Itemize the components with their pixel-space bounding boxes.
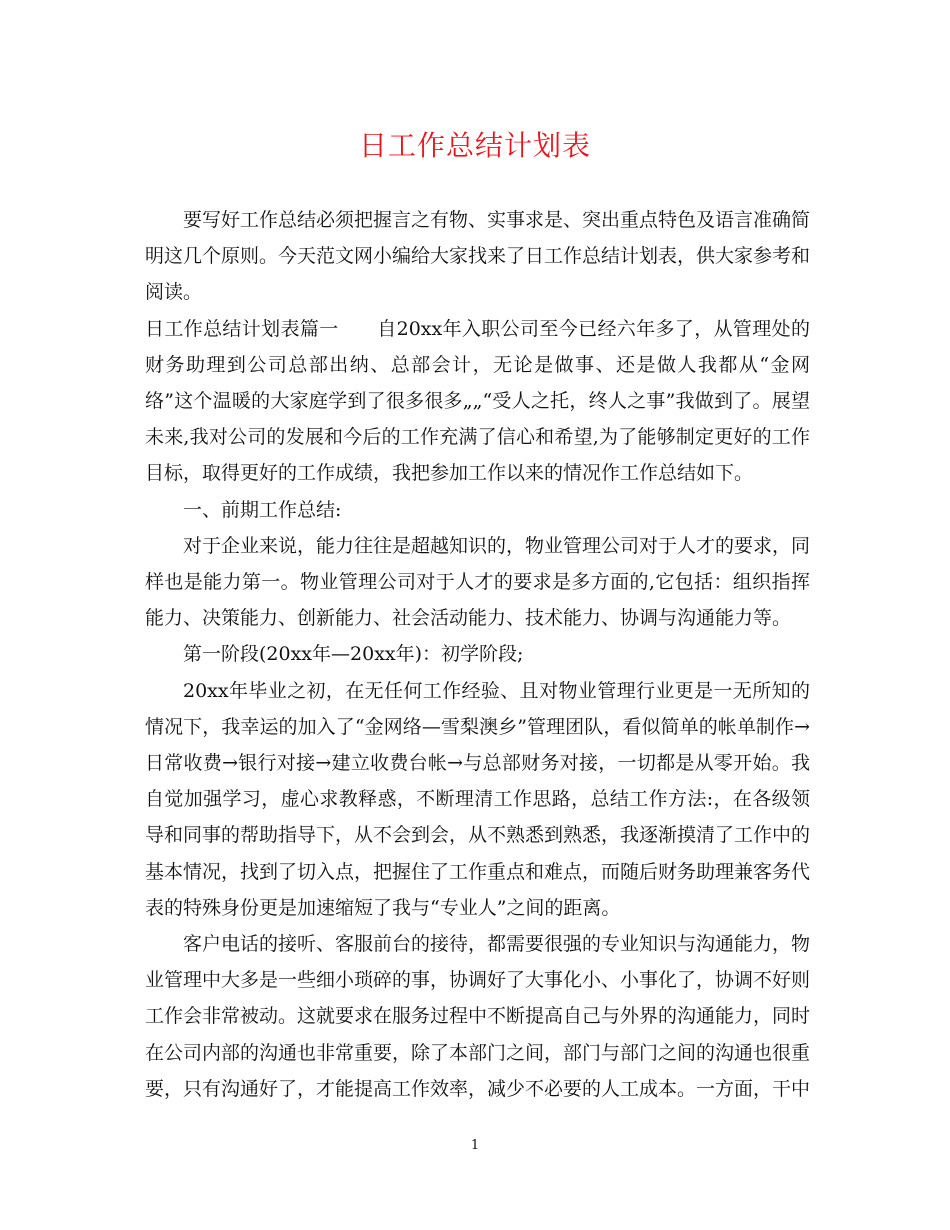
document-body: [145, 202, 810, 1107]
stage-heading: 第一阶段(20xx年—20xx年)：初学阶段;: [183, 643, 524, 666]
page-number: 1: [470, 1138, 480, 1153]
paragraph-communication: 客户电话的接听、客服前台的接待，都需要很强的专业知识与沟通能力，物业管理中大多是一些细小琐碎的事，协调好了大事化小、小事化了，协调不好则工作会非常被动。这就要求在服务过程中不断提高自己与外界的沟通能力，同时在公司内部的沟通也非常重要，除了本部门之间，部门与部门之间的沟通也很重要，只有沟通好了，才能提高工作效率，减少不必要的人工成本。一方面，干中: [145, 933, 811, 1100]
paragraph-part-one: 日工作总结计划表篇一 自20xx年入职公司至今已经六年多了，从管理处的财务助理到公司总部出纳、总部会计，无论是做事、还是做人我都从“金网络”这个温暖的大家庭学到了很多很多„„“受人之托，终人之事”我做到了。展望未来,我对公司的发展和今后的工作充满了信心和希望,为了能够制定更好的工作目标，取得更好的工作成绩，我把参加工作以来的情况作工作总结如下。: [145, 317, 810, 485]
document-title: 日工作总结计划表: [358, 129, 591, 162]
paragraph-stage-one: 20xx年毕业之初，在无任何工作经验、且对物业管理行业更是一无所知的情况下，我幸运的加入了“金网络—雪梨澳乡”管理团队，看似简单的帐单制作→日常收费→银行对接→建立收费台帐→与总部财务对接，一切都是从零开始。我自觉加强学习，虚心求教释惑，不断理清工作思路，总结工作方法:，在各级领导和同事的帮助指导下，从不会到会，从不熟悉到熟悉，我逐渐摸清了工作中的基本情况，找到了切入点，把握住了工作重点和难点，而随后财务助理兼客务代表的特殊身份更是加速缩短了我与“专业人”之间的距离。: [145, 679, 811, 919]
section-heading: 一、前期工作总结:: [183, 498, 342, 521]
paragraph-ability: 对于企业来说，能力往往是超越知识的，物业管理公司对于人才的要求，同样也是能力第一。物业管理公司对于人才的要求是多方面的,它包括：组织指挥能力、决策能力、创新能力、社会活动能力、技术能力、协调与沟通能力等。: [145, 534, 811, 630]
paragraph-intro: 要写好工作总结必须把握言之有物、实事求是、突出重点特色及语言准确简明这几个原则。今天范文网小编给大家找来了日工作总结计划表，供大家参考和阅读。: [145, 209, 811, 304]
